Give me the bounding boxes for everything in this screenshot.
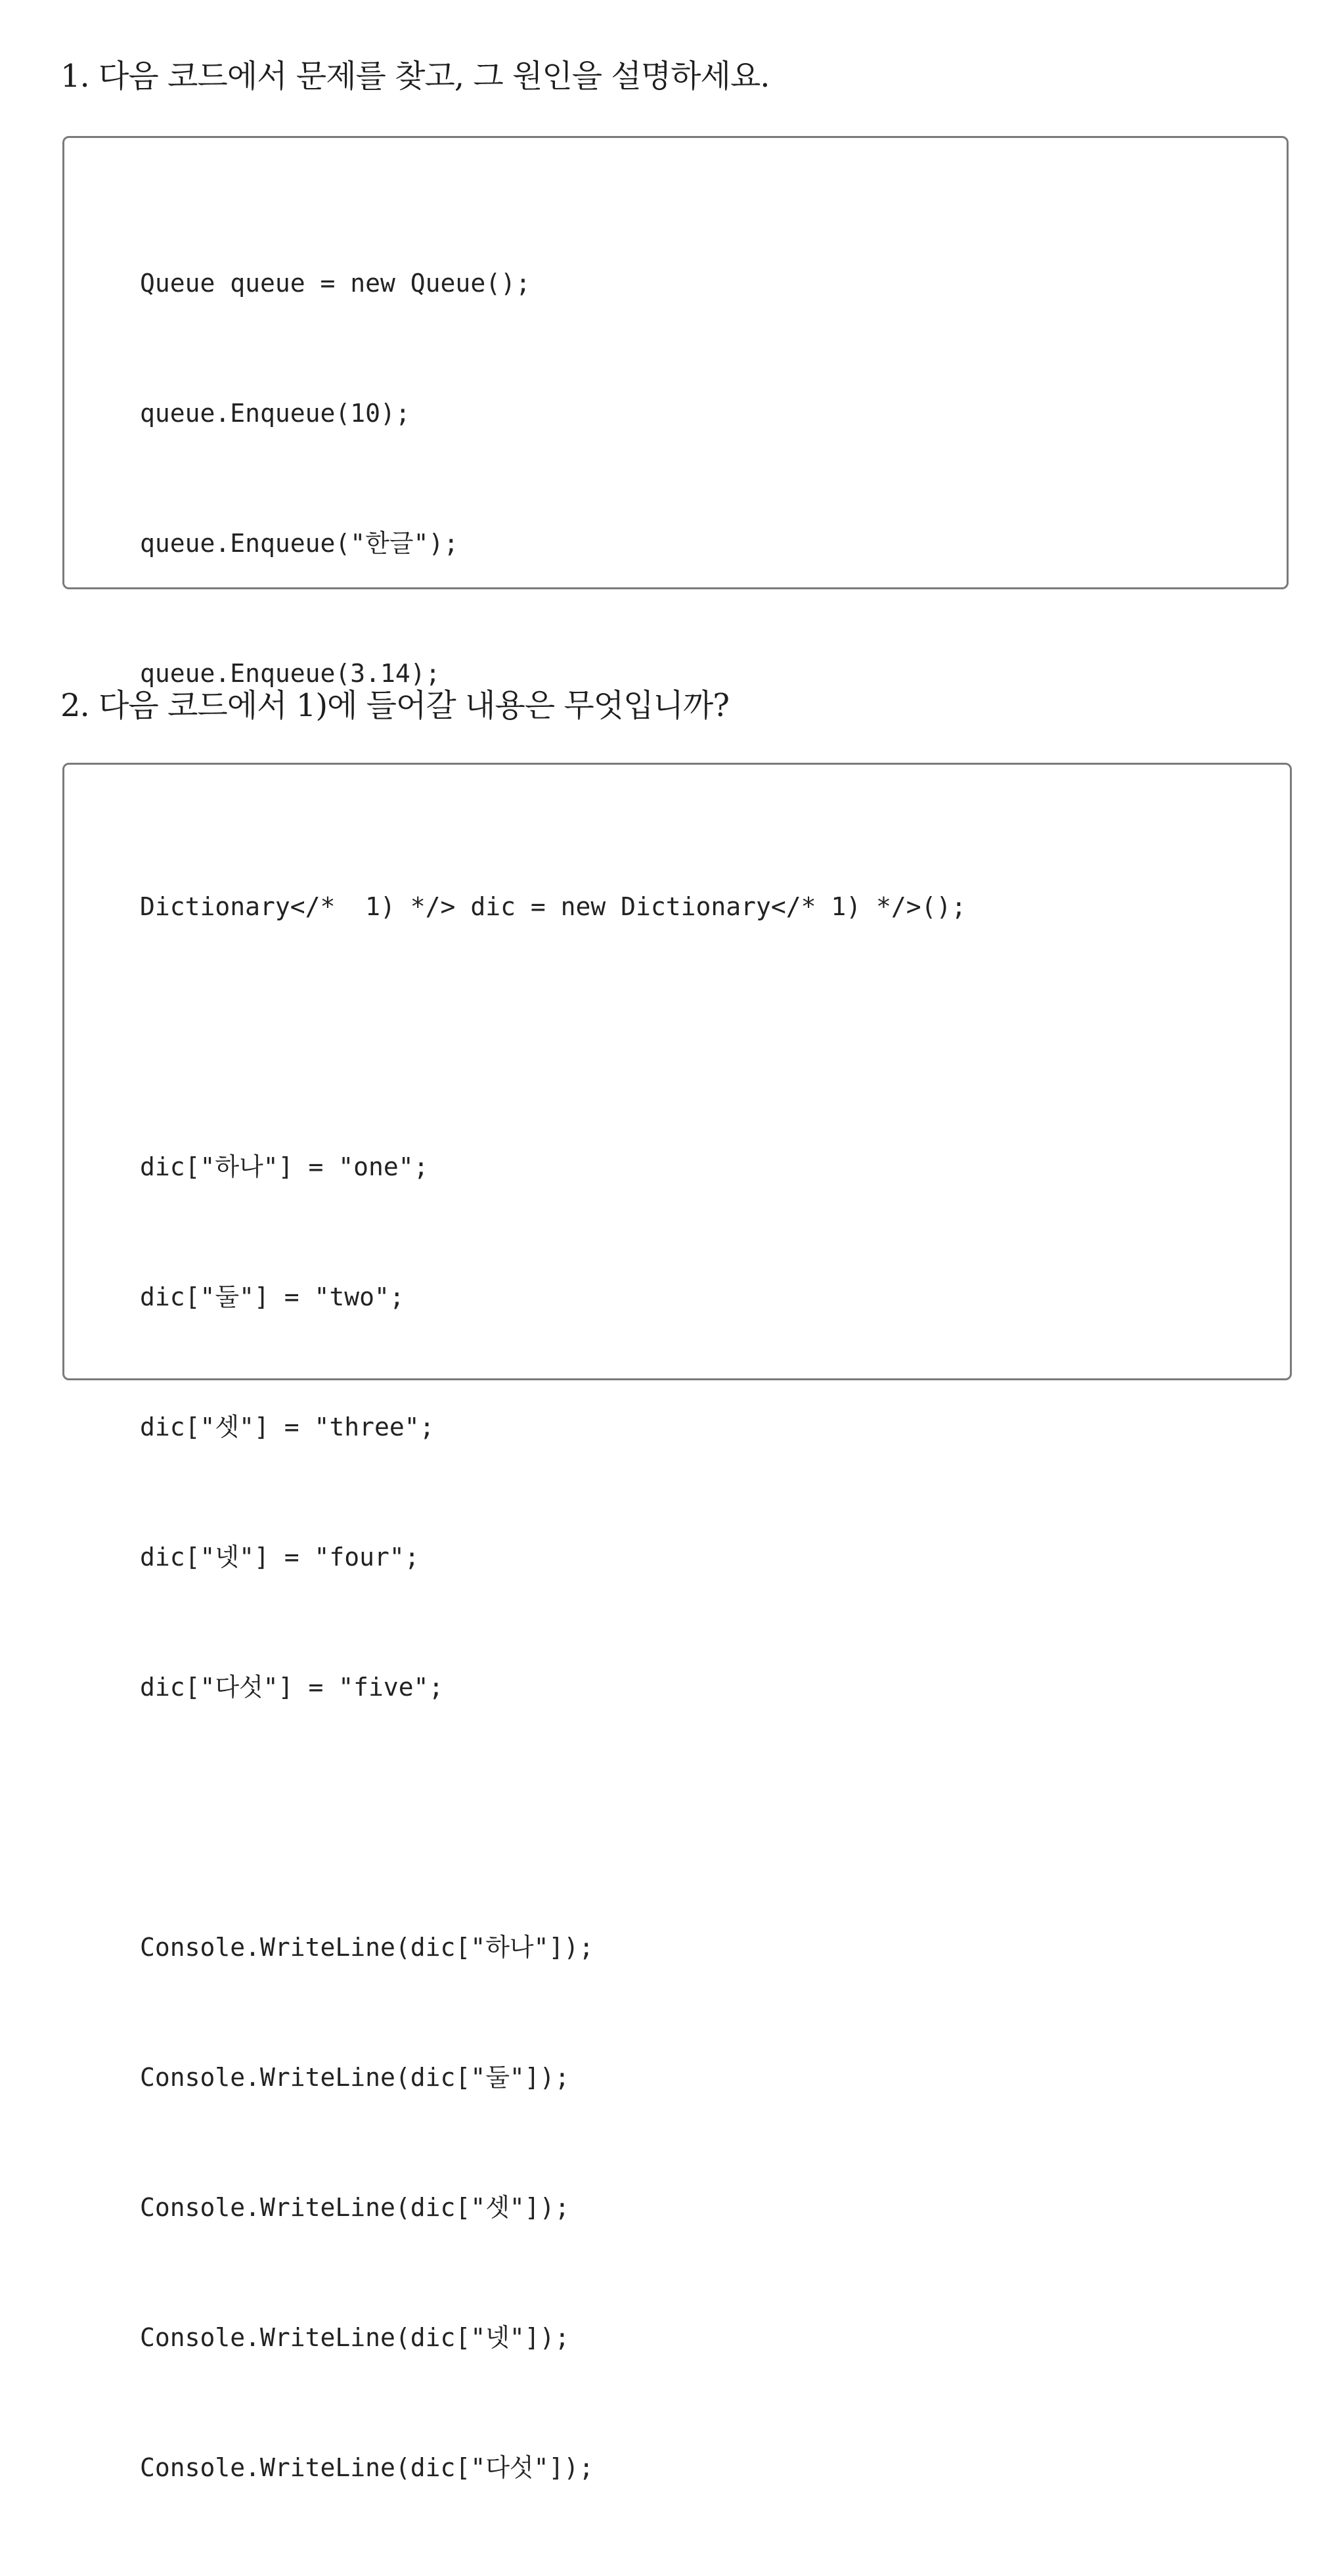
code-line-blank (140, 1796, 966, 1839)
code-line: Console.WriteLine(dic["하나"]); (140, 1933, 594, 1962)
code-line: Queue queue = new Queue(); (140, 269, 531, 298)
code-line: Console.WriteLine(dic["넷"]); (140, 2323, 570, 2352)
code-line: Console.WriteLine(dic["다섯"]); (140, 2453, 594, 2482)
code-line: queue.Enqueue("한글"); (140, 529, 459, 558)
code-line: Dictionary</* 1) */> dic = new Dictionary</* 1) */>(); (140, 892, 967, 921)
code-line: dic["둘"] = "two"; (140, 1282, 405, 1311)
question-2-title: 2. 다음 코드에서 1)에 들어갈 내용은 무엇입니까? (60, 687, 729, 724)
code-line: dic["넷"] = "four"; (140, 1543, 420, 1571)
question-1-title: 1. 다음 코드에서 문제를 찾고, 그 원인을 설명하세요. (60, 58, 770, 95)
question-2-code-box (62, 763, 1292, 2482)
code-line: dic["다섯"] = "five"; (140, 1673, 444, 1702)
code-line: queue.Enqueue(3.14); (140, 659, 441, 688)
question-1-code-box (62, 136, 1289, 688)
code-line: dic["셋"] = "three"; (140, 1412, 435, 1441)
code-line-blank (140, 1015, 966, 1058)
code-line: queue.Enqueue(10); (140, 399, 410, 428)
question-2-code-block (140, 798, 966, 2576)
code-line: Console.WriteLine(dic["둘"]); (140, 2063, 570, 2092)
code-line: dic["하나"] = "one"; (140, 1152, 429, 1181)
code-line: Console.WriteLine(dic["셋"]); (140, 2193, 570, 2222)
